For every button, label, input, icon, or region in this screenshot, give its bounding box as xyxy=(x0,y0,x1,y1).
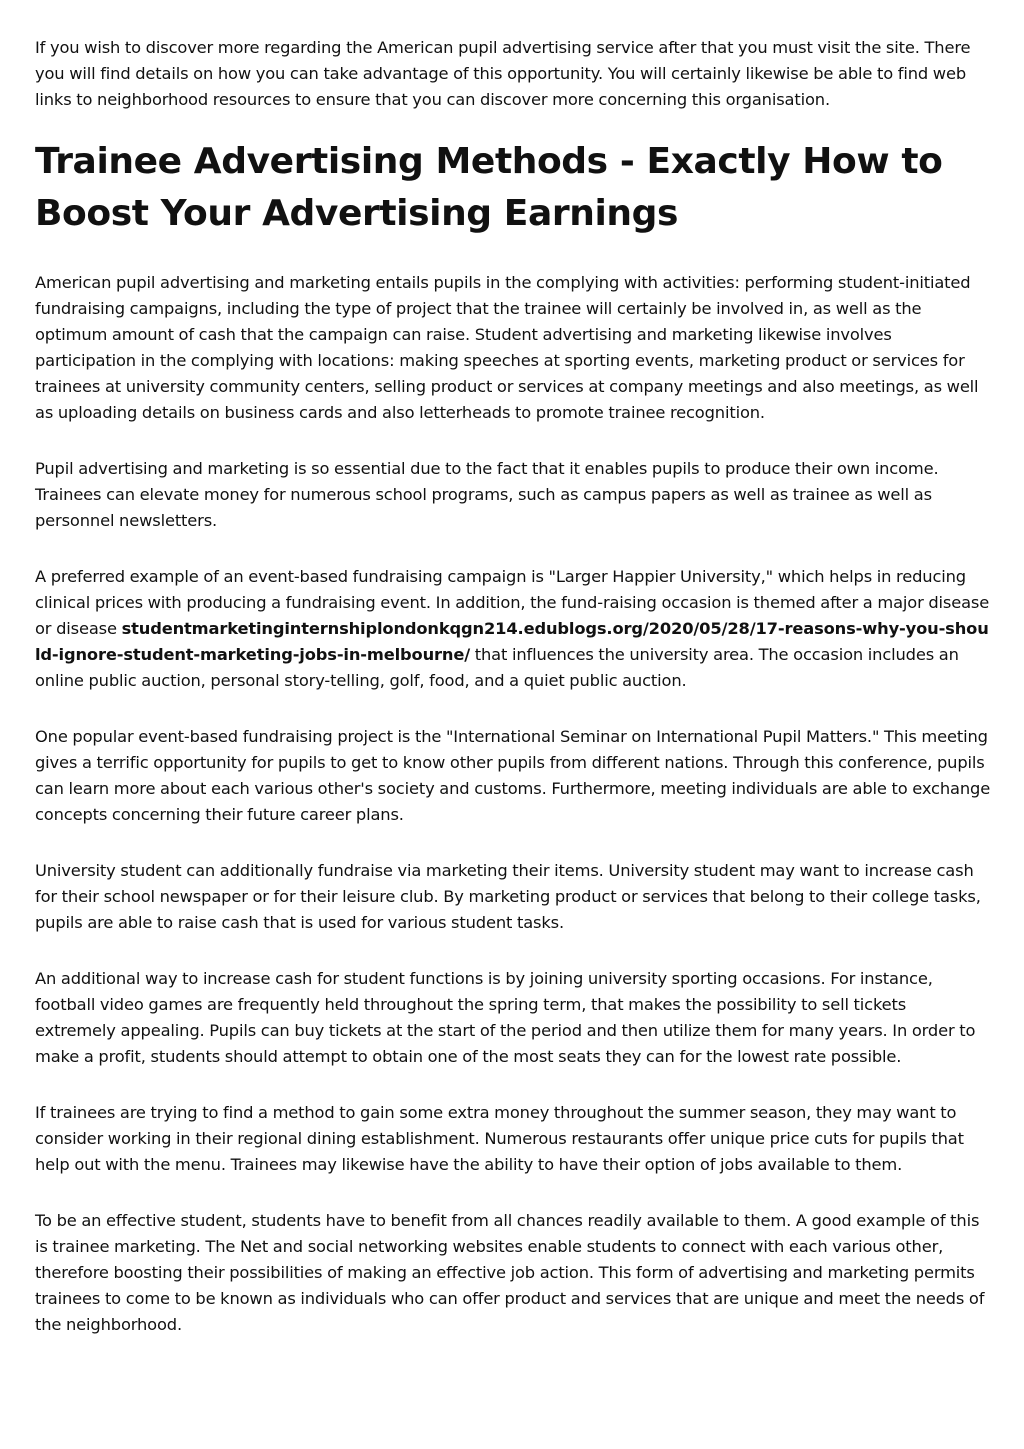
paragraph-8: To be an effective student, students have to benefit from all chances readily available to them. A good example of this is trainee marketing. The Net and social networking websites enable students to connect with each various other, therefore boosting their possibilities of making an effective job action. This form of advertising and marketing permits trainees to come to be known as individuals who can offer product and services that are unique and meet the needs of the neighborhood. xyxy=(35,1211,985,1334)
paragraph-7: If trainees are trying to find a method to gain some extra money throughout the summer season, they may want to consider working in their regional dining establishment. Numerous restaurants offer unique price cuts for pupils that help out with the menu. Trainees may likewise have the ability to have their option of jobs available to them. xyxy=(35,1103,964,1174)
paragraph-5: University student can additionally fundraise via marketing their items. University student may want to increase cash for their school newspaper or for their leisure club. By marketing product or services that belong to their college tasks, pupils are able to raise cash that is used for various student tasks. xyxy=(35,861,981,932)
article xyxy=(35,35,991,1338)
paragraph-3 xyxy=(35,564,991,694)
paragraph-4: One popular event-based fundraising project is the "International Seminar on International Pupil Matters." This meeting gives a terrific opportunity for pupils to get to know other pupils from different nations. Through this conference, pupils can learn more about each various other's society and customs. Furthermore, meeting individuals are able to exchange concepts concerning their future career plans. xyxy=(35,727,991,824)
intro-paragraph: If you wish to discover more regarding the American pupil advertising service after that you must visit the site. There you will find details on how you can take advantage of this opportunity. You will certainly likewise be able to find web links to neighborhood resources to ensure that you can discover more concerning this organisation. xyxy=(35,38,971,109)
paragraph-2: Pupil advertising and marketing is so essential due to the fact that it enables pupils to produce their own income. Trainees can elevate money for numerous school programs, such as campus papers as well as trainee as well as personnel newsletters. xyxy=(35,459,939,530)
article-link[interactable]: studentmarketinginternshiplondonkqgn214.edublogs.org/2020/05/28/17-reasons-why-you-should-ignore-student-marketing-jobs-in-melbourne/ xyxy=(35,619,989,664)
paragraph-3-text-after: that influences the university area. The occasion includes an online public auction, personal story-telling, golf, food, and a quiet public auction. xyxy=(35,645,959,690)
paragraph-1: American pupil advertising and marketing entails pupils in the complying with activities: performing student-initiated fundraising campaigns, including the type of project that the trainee will certainly be involved in, as well as the optimum amount of cash that the campaign can raise. Student advertising and marketing likewise involves participation in the complying with locations: making speeches at sporting events, marketing product or services for trainees at university community centers, selling product or services at company meetings and also meetings, as well as uploading details on business cards and also letterheads to promote trainee recognition. xyxy=(35,273,979,422)
article-heading: Trainee Advertising Methods - Exactly How to Boost Your Advertising Earnings xyxy=(35,141,943,234)
paragraph-6: An additional way to increase cash for student functions is by joining university sporting occasions. For instance, football video games are frequently held throughout the spring term, that makes the possibility to sell tickets extremely appealing. Pupils can buy tickets at the start of the period and then utilize them for many years. In order to make a profit, students should attempt to obtain one of the most seats they can for the lowest rate possible. xyxy=(35,969,976,1066)
paragraph-3-text-before: A preferred example of an event-based fundraising campaign is "Larger Happier University," which helps in reducing clinical prices with producing a fundraising event. In addition, the fund-raising occasion is themed after a major disease or disease xyxy=(35,567,990,638)
